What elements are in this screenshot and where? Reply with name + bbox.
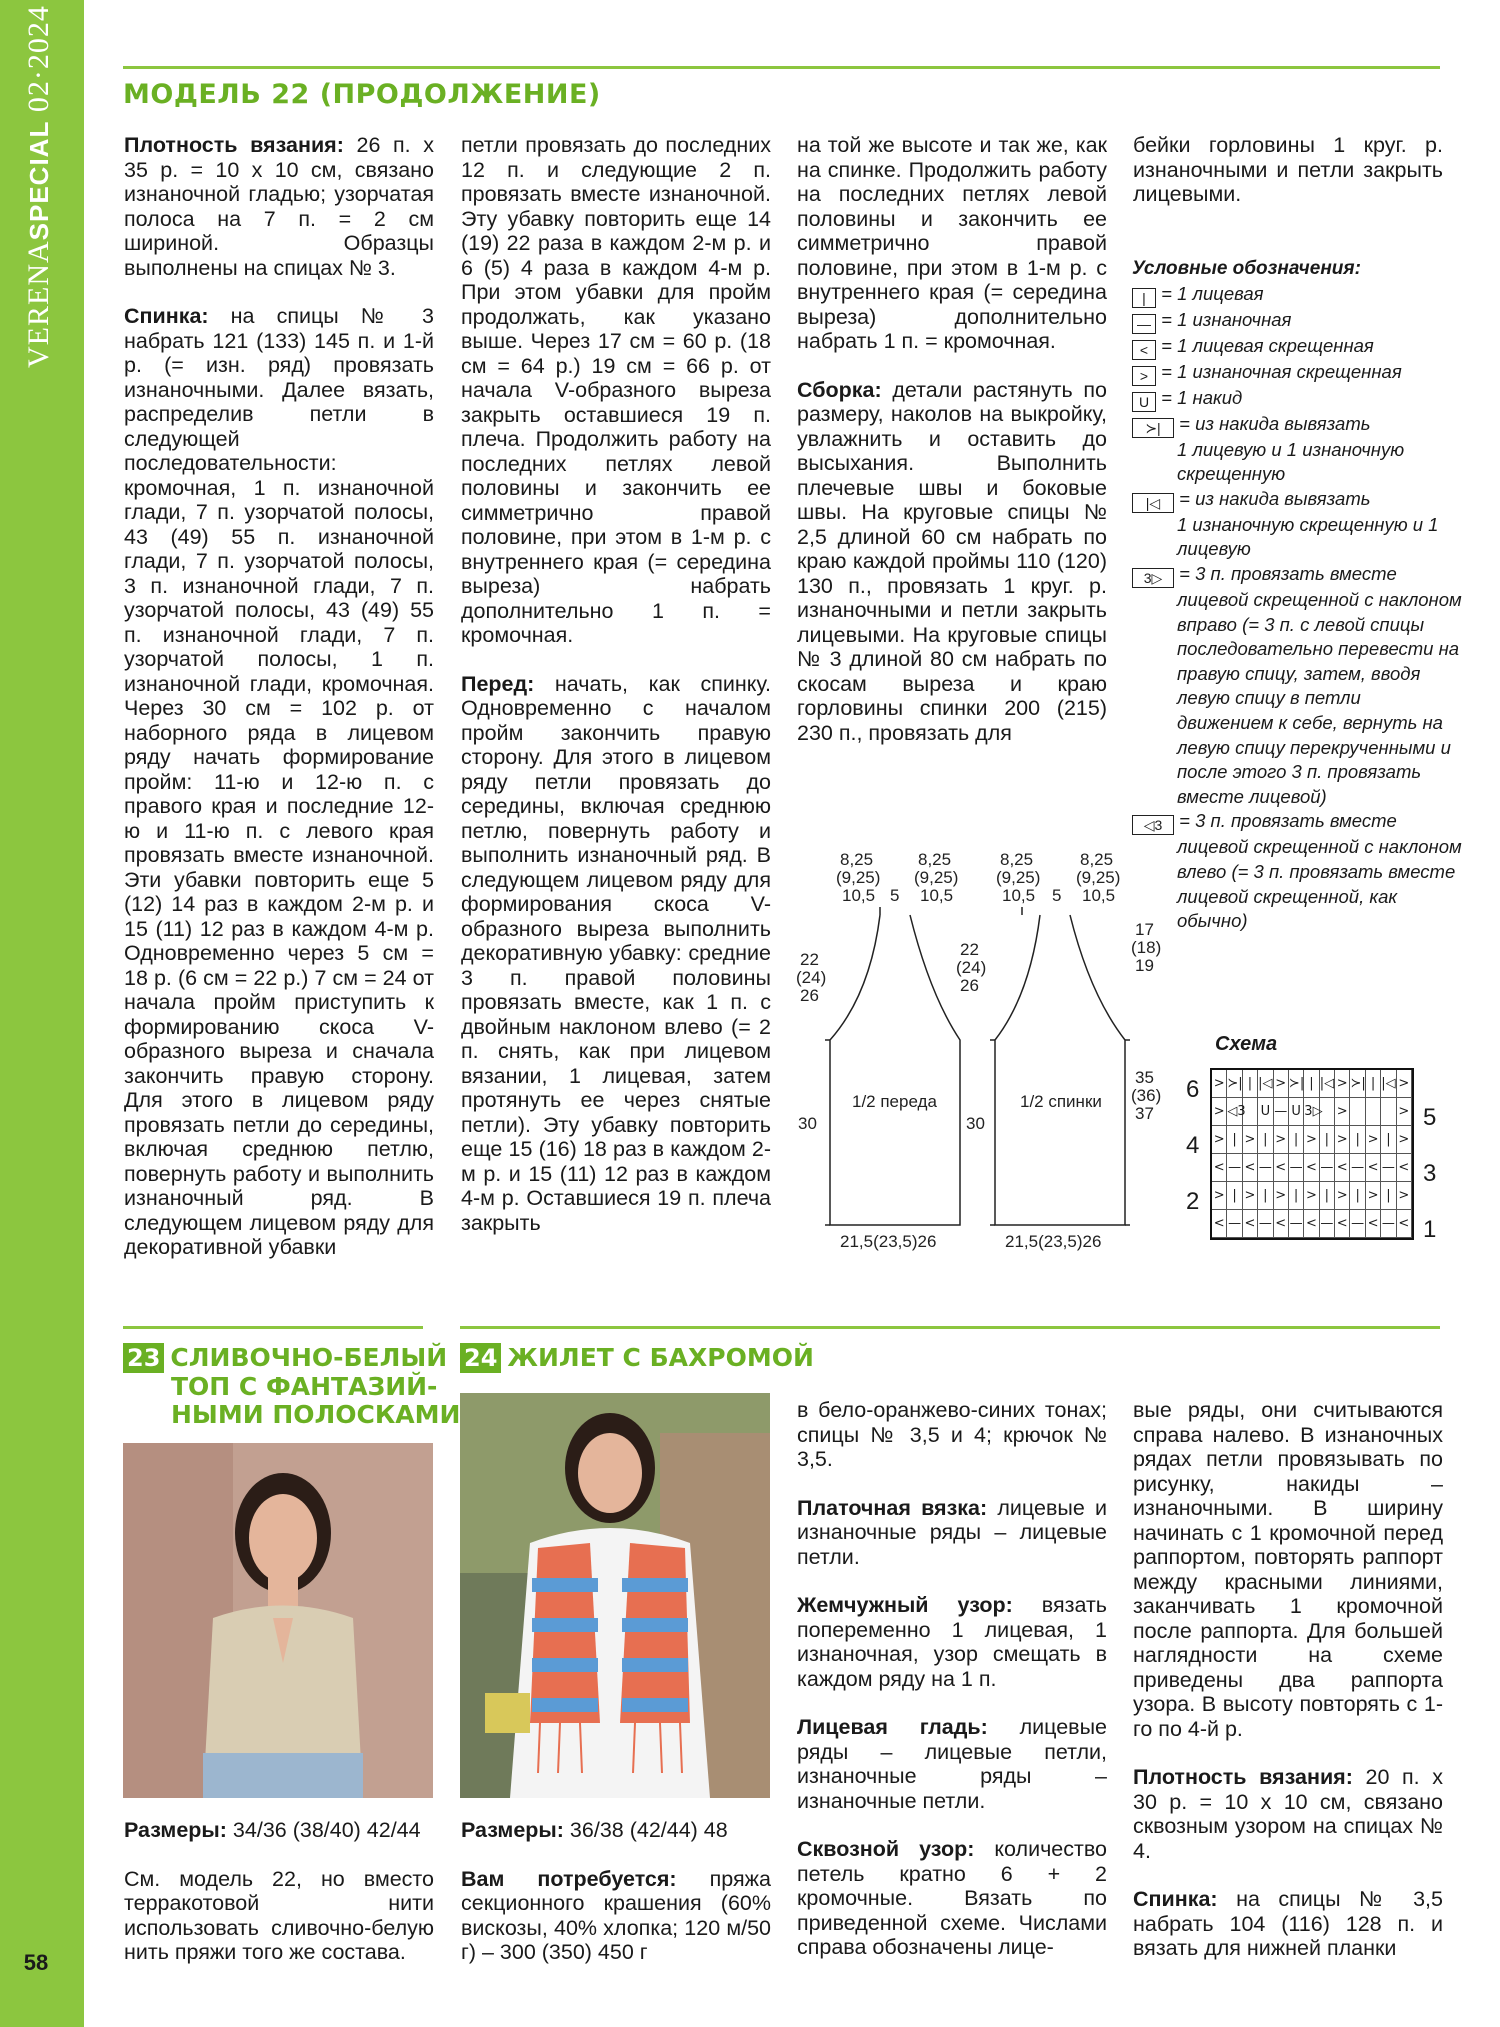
column-3	[797, 133, 1107, 769]
front-bottom: 21,5(23,5)26	[840, 1232, 937, 1251]
back-top-a2: (9,25)	[996, 868, 1041, 887]
model-24-photo	[460, 1393, 770, 1798]
schema-cell: >	[1243, 1182, 1258, 1210]
schema-cell: —	[1274, 1098, 1289, 1126]
schema-cell: —	[1289, 1154, 1304, 1182]
schema-cell: |	[1289, 1182, 1304, 1210]
schema-cell	[1366, 1098, 1381, 1126]
schema-cell: >	[1335, 1182, 1350, 1210]
model-23-heading: 23 СЛИВОЧНО-БЕЛЫЙ ТОП С ФАНТАЗИЙ- НЫМИ ПОЛОСКАМИ	[123, 1343, 460, 1429]
front-height: 30	[798, 1114, 817, 1133]
back-top-a2-right: (9,25)	[1076, 868, 1121, 887]
schema-cell: |◁	[1381, 1070, 1396, 1098]
schema-cell: <	[1366, 1210, 1381, 1238]
schema-cell: |	[1320, 1126, 1335, 1154]
schema-cell: ≻|	[1350, 1070, 1365, 1098]
magazine-sidebar	[0, 0, 84, 2027]
schema-cell: —	[1289, 1210, 1304, 1238]
legend-title: Условные обозначения:	[1132, 258, 1361, 279]
front-side-b: (24)	[796, 968, 827, 987]
schema-title: Схема	[1215, 1033, 1278, 1055]
schema-cell: >	[1397, 1098, 1412, 1126]
purl-symbol-icon: —	[1132, 314, 1156, 334]
schema-cell: —	[1350, 1154, 1365, 1182]
back-top-a: 8,25	[1000, 850, 1034, 869]
front-paragraph: Перед: начать, как спинку. Одновременно с началом пройм закончить правую сторону. Для этого в лицевом ряду петли провязать до середины, включая среднюю петлю, повернуть работу и выполнить изнаночный ряд. В следующем лицевом ряду для формирования скоса V-образного выреза выполнить декоративную убавку: средние 3 п. правой половины провязать вместе, как 1 п. с двойным наклоном влево (= 2 п. снять, как при лицевом вязании, 1 лицевая, затем протянуть ее через снятые петли). Эту убавку повторить еще 15 (16) 18 раз в каждом 2-м р. и 15 (11) 12 раз в каждом 4-м р. Оставшиеся 19 п. плеча закрыть	[461, 671, 771, 1235]
schema-cell	[1350, 1098, 1365, 1126]
front-top-a-right: 8,25	[918, 850, 952, 869]
schema-cell: —	[1381, 1210, 1396, 1238]
schema-cell: <	[1212, 1154, 1227, 1182]
schema-cell: |	[1289, 1126, 1304, 1154]
schema-cell: >	[1397, 1070, 1412, 1098]
legend-item: U = 1 накид	[1132, 386, 1462, 412]
front-outline	[830, 907, 960, 1225]
schema-cell: <	[1397, 1210, 1412, 1238]
back-right-a: 17	[1135, 920, 1154, 939]
back-height: 30	[966, 1114, 985, 1133]
schema-cell: >	[1212, 1182, 1227, 1210]
schema-cell: <	[1212, 1210, 1227, 1238]
legend-item: < = 1 лицевая скрещенная	[1132, 334, 1462, 360]
model-24-density: Плотность вязания: 20 п. х 30 р. = 10 х 10 см, связано сквозным узором на спицах № 4.	[1133, 1765, 1444, 1863]
schema-cell: >	[1366, 1126, 1381, 1154]
schema-cell: <	[1243, 1210, 1258, 1238]
top-rule	[123, 66, 1440, 69]
mid-rule-left	[123, 1326, 423, 1329]
back-bottom: 21,5(23,5)26	[1005, 1232, 1102, 1251]
schema-cell: >	[1304, 1182, 1319, 1210]
garter-stitch: Платочная вязка: лицевые и изнаночные ряды – лицевые петли.	[797, 1495, 1107, 1569]
schema-cell: —	[1227, 1210, 1242, 1238]
schema-cell: —	[1381, 1154, 1396, 1182]
pattern-diagrams	[790, 845, 1170, 1255]
schema-cell: >	[1212, 1070, 1227, 1098]
model-24-number: 24	[460, 1343, 501, 1373]
model-24-col-1	[461, 1818, 771, 1989]
schema-cell: <	[1243, 1154, 1258, 1182]
model-23-number: 23	[123, 1343, 164, 1373]
schema-cell: U	[1258, 1098, 1273, 1126]
magazine-title: VERENASPECIAL 02·2024	[22, 5, 55, 368]
back-top-b-right: 10,5	[1082, 886, 1116, 905]
back-right2-c: 37	[1135, 1104, 1154, 1123]
schema-cell: >	[1335, 1126, 1350, 1154]
schema-left-rows: 6 4 2	[1186, 1076, 1200, 1215]
model-24-heading: 24 ЖИЛЕТ С БАХРОМОЙ	[460, 1343, 814, 1373]
schema-cell: 3▷	[1304, 1098, 1319, 1126]
model-24-back: Спинка: на спицы № 3,5 набрать 104 (116) 128 п. и вязать для нижней планки	[1133, 1887, 1443, 1960]
schema-cell: >	[1366, 1182, 1381, 1210]
schema-cell: —	[1320, 1154, 1335, 1182]
yo-purl-knit-symbol-icon: |◁	[1132, 493, 1174, 513]
stockinette-stitch: Лицевая гладь: лицевые ряды – лицевые петли, изнаночные ряды – изнаночные петли.	[797, 1715, 1107, 1813]
yo-knit-purl-symbol-icon: ≻|	[1132, 418, 1174, 438]
schema-cell: |	[1366, 1070, 1381, 1098]
schema-cell: >	[1274, 1182, 1289, 1210]
column-2	[461, 133, 771, 1259]
front-top-b-right: 10,5	[920, 886, 954, 905]
schema-cell: >	[1397, 1126, 1412, 1154]
schema-cell: —	[1258, 1154, 1273, 1182]
schema-cell: —	[1258, 1210, 1273, 1238]
page-number: 58	[23, 1950, 49, 1975]
back-label: 1/2 спинки	[1020, 1092, 1102, 1111]
model-24-col-3	[1133, 1398, 1443, 1985]
schema-cell: <	[1304, 1210, 1319, 1238]
front-label: 1/2 переда	[852, 1092, 937, 1111]
schema-cell: ◁3	[1227, 1098, 1242, 1126]
schema-cell: >	[1397, 1182, 1412, 1210]
back-continued-paragraph: петли провязать до последних 12 п. и следующие 2 п. провязать вместе изнаночной. Эту убавку повторить еще 14 (19) 22 раза в каждом 2-м р. и 6 (5) 4 раза в каждом 4-м р. При этом убавки для пройм продолжать, как указано выше. Через 17 см = 60 р. (18 см = 64 р.) 19 см = 66 р. от начала V-образного выреза закрыть оставшиеся 19 п. плеча. Продолжить работу на последних петлях левой половины и закончить ее симметрично правой половине, при этом в 1-м р. с внутреннего края (= середина выреза) набрать дополнительно 1 п. = кромочная.	[461, 133, 771, 647]
front-top-c: 5	[890, 886, 900, 905]
legend-item: ≻| = из накида вывязать 1 лицевую и 1 изнаночную скрещенную	[1132, 412, 1462, 487]
legend-item: > = 1 изнаночная скрещенная	[1132, 360, 1462, 386]
back-top-a-right: 8,25	[1080, 850, 1114, 869]
legend-item: | = 1 лицевая	[1132, 282, 1462, 308]
schema-cell: <	[1397, 1154, 1412, 1182]
back-top-b: 10,5	[1002, 886, 1036, 905]
assembly-paragraph: Сборка: детали растянуть по размеру, наколов на выкройку, увлажнить и оставить до высыхания. Выполнить плечевые швы и боковые швы. На круговые спицы № 2,5 длиной 60 см набрать по краю каждой проймы 110 (120) 130 п., провязать 1 круг. р. изнаночными и петли закрыть лицевыми. На круговые спицы № 3 длиной 80 см набрать по скосам выреза и краю горловины спинки 200 (215) 230 п., провязать для	[797, 377, 1107, 745]
back-right2-b: (36)	[1131, 1086, 1162, 1105]
schema-cell: <	[1335, 1210, 1350, 1238]
front-top-a2-right: (9,25)	[914, 868, 959, 887]
column-4	[1133, 133, 1443, 231]
schema-cell: |	[1350, 1126, 1365, 1154]
schema-cell: |	[1304, 1070, 1319, 1098]
legend-item: — = 1 изнаночная	[1132, 308, 1462, 334]
front-continued-paragraph: на той же высоте и так же, как на спинке. Продолжить работу на последних петлях левой половины и закончить ее симметрично правой половине, при этом в 1-м р. с внутреннего края (= середина выреза) дополнительно набрать 1 п. = кромочная.	[797, 133, 1107, 353]
schema-cell	[1320, 1098, 1335, 1126]
schema-cell	[1381, 1098, 1396, 1126]
schema-cell: ≻|	[1227, 1070, 1242, 1098]
front-top-a2: (9,25)	[836, 868, 881, 887]
schema-cell: >	[1212, 1098, 1227, 1126]
purl-crossed-symbol-icon: >	[1132, 366, 1156, 386]
schema-right-rows: 5 3 1	[1423, 1104, 1437, 1243]
model-23-sizes: Размеры: 34/36 (38/40) 42/44	[124, 1818, 421, 1842]
back-side-b: (24)	[956, 958, 987, 977]
schema-cell: |	[1258, 1126, 1273, 1154]
schema-cell: <	[1304, 1154, 1319, 1182]
front-side-a: 22	[800, 950, 819, 969]
schema-cell: <	[1274, 1210, 1289, 1238]
schema-cell: >	[1335, 1070, 1350, 1098]
schema-cell: >	[1335, 1098, 1350, 1126]
front-top-a: 8,25	[840, 850, 874, 869]
back-right2-a: 35	[1135, 1068, 1154, 1087]
seed-stitch: Жемчужный узор: вязать попеременно 1 лицевая, 1 изнаночная, узор смещать в каждом ряду на 1 п.	[797, 1593, 1107, 1691]
schema-cell: <	[1274, 1154, 1289, 1182]
model-24-materials-cont: в бело-оранжево-синих тонах; спицы № 3,5 и 4; крючок № 3,5.	[797, 1398, 1107, 1471]
schema-cell: |	[1381, 1182, 1396, 1210]
schema-cell: |	[1350, 1182, 1365, 1210]
schema-cell: U	[1289, 1098, 1304, 1126]
back-side-a: 22	[960, 940, 979, 959]
column-1	[124, 133, 434, 1284]
k3tog-left-symbol-icon: ◁3	[1132, 815, 1174, 835]
neckband-paragraph: бейки горловины 1 круг. р. изнаночными и петли закрыть лицевыми.	[1133, 133, 1443, 206]
schema-cell: |	[1320, 1182, 1335, 1210]
k3tog-right-symbol-icon: 3▷	[1132, 568, 1174, 588]
front-side-c: 26	[800, 986, 819, 1005]
legend-item: ◁3 = 3 п. провязать вместе лицевой скрещенной с наклоном влево (= 3 п. провязать вместе лицевой скрещенной, как обычно)	[1132, 809, 1462, 933]
model-23-photo	[123, 1443, 433, 1798]
mid-rule-right	[460, 1326, 1440, 1329]
back-outline	[995, 915, 1125, 1225]
schema-cell: |	[1381, 1126, 1396, 1154]
back-right-b: (18)	[1131, 938, 1162, 957]
schema-grid	[1210, 1068, 1414, 1240]
model-24-materials: Вам потребуется: пряжа секционного крашения (60% вискозы, 40% хлопка; 120 м/50 г) – 300 (350) 450 г	[461, 1866, 771, 1964]
schema-cell: —	[1350, 1210, 1365, 1238]
schema-cell: >	[1304, 1126, 1319, 1154]
back-side-c: 26	[960, 976, 979, 995]
model-23-description: См. модель 22, но вместо терракотовой нити использовать сливочно-белую нить пряжи того же состава.	[124, 1866, 434, 1964]
schema-cell: |	[1227, 1126, 1242, 1154]
schema-cell: |◁	[1320, 1070, 1335, 1098]
back-paragraph: Спинка: на спицы № 3 набрать 121 (133) 145 п. и 1-й р. (= изн. ряд) провязать изнаночными. Далее вязать, распределив петли в следующей последовательности: кромочная, 1 п. изнаночной глади, 7 п. узорчатой полосы, 43 (49) 55 п. изнаночной глади, 7 п. узорчатой полосы, 3 п. изнаночной глади, 7 п. узорчатой полосы, 43 (49) 55 п. изнаночной глади, 7 п. узорчатой полосы, 1 п. изнаночной глади, кромочная. Через 30 см = 102 р. от наборного ряда в лицевом ряду начать формирование пройм: 11-ю и 12-ю п. с правого края и последние 12-ю и 11-ю п. с левого края провязать вместе изнаночной. Эти убавки повторить еще 5 (12) 14 раз в каждом 2-м р. и 15 (11) 12 раз в каждом 4-м р. Одновременно через 5 см = 18 р. (6 см = 22 р.) 7 см = 24 от начала пройм приступить к формированию скоса V-образного выреза и сначала закончить правую сторону. Для этого в лицевом ряду провязать петли до середины, включая среднюю петлю, повернуть работу и выполнить изнаночный ряд. В следующем лицевом ряду для декоративной убавки	[124, 304, 434, 1259]
symbol-legend	[1132, 257, 1462, 934]
schema-cell: |	[1258, 1182, 1273, 1210]
knit-crossed-symbol-icon: <	[1132, 340, 1156, 360]
schema-cell: >	[1274, 1126, 1289, 1154]
schema-cell: >	[1212, 1126, 1227, 1154]
lace-pattern: Сквозной узор: количество петель кратно 6 + 2 кромочные. Вязать по приведенной схеме. Числами справа обозначены лице-	[797, 1837, 1107, 1959]
model-23-text	[124, 1818, 434, 1989]
schema-cell: >	[1274, 1070, 1289, 1098]
front-top-b: 10,5	[842, 886, 876, 905]
schema-cell	[1243, 1098, 1258, 1126]
schema-cell: —	[1320, 1210, 1335, 1238]
back-top-c: 5	[1052, 886, 1062, 905]
section-title: МОДЕЛЬ 22 (ПРОДОЛЖЕНИЕ)	[123, 79, 601, 110]
model-24-sizes: Размеры: 36/38 (42/44) 48	[461, 1818, 728, 1842]
model-24-col-2	[797, 1398, 1107, 1984]
lace-pattern-cont: вые ряды, они считываются справа налево. В изнаночных рядах петли провязывать по рисунку, накиды – изнаночными. В ширину начинать с 1 кромочной перед раппортом, повторять раппорт между красными линиями, заканчивать 1 кромочной после раппорта. Для большей наглядности на схеме приведены два раппорта узора. В высоту повторять с 1-го по 4-й р.	[1133, 1398, 1443, 1741]
schema-cell: —	[1227, 1154, 1242, 1182]
schema-cell: >	[1243, 1126, 1258, 1154]
knit-symbol-icon: |	[1132, 288, 1156, 308]
yarn-over-symbol-icon: U	[1132, 392, 1156, 412]
schema-cell: |	[1227, 1182, 1242, 1210]
schema-cell: <	[1335, 1154, 1350, 1182]
legend-item: |◁ = из накида вывязать 1 изнаночную скрещенную и 1 лицевую	[1132, 487, 1462, 562]
schema-cell: <	[1366, 1154, 1381, 1182]
schema-cell: ≻|	[1289, 1070, 1304, 1098]
density-paragraph: Плотность вязания: 26 п. х 35 р. = 10 х 10 см, связано изнаночной гладью; узорчатая полоса на 7 п. = 2 см шириной. Образцы выполнены на спицах № 3.	[124, 133, 435, 280]
schema-cell: |◁	[1258, 1070, 1273, 1098]
legend-item: 3▷ = 3 п. провязать вместе лицевой скрещенной с наклоном вправо (= 3 п. с левой спицы последовательно перевести на правую спицу, затем, вводя левую спицу в петли движением к себе, вернуть на левую спицу перекрученными и после этого 3 п. провязать вместе лицевой)	[1132, 562, 1462, 809]
schema-cell: |	[1243, 1070, 1258, 1098]
back-right-c: 19	[1135, 956, 1154, 975]
